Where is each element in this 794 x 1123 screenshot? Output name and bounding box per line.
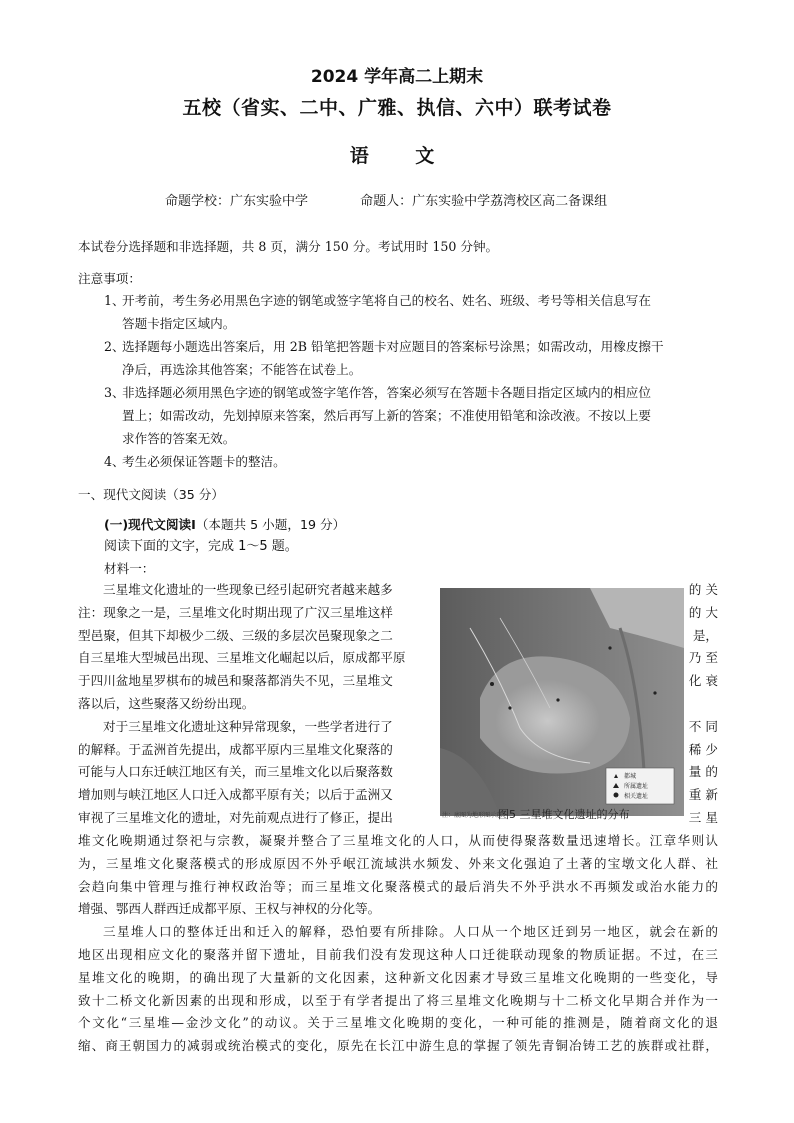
notice-line: 选择题每小题选出答案后，用 2B 铅笔把答题卡对应题目的答案标号涂黑；如需改动，用橡皮擦干 bbox=[122, 339, 664, 354]
text-line-left: 于四川盆地星罗棋布的城邑和聚落都消失不见，三星堆文 bbox=[78, 673, 393, 689]
legend-label-related: 相关遗址 bbox=[624, 793, 649, 800]
notice-item bbox=[104, 382, 720, 450]
text-line: 三星堆人口的整体迁出和迁入的解释，恐怕要有所排除。人口从一个地区迁到另一地区，就会在新的 bbox=[103, 924, 718, 940]
text-line-left: 自三星堆大型城邑出现、三星堆文化崛起以后，原成都平原 bbox=[78, 650, 406, 666]
text-line-right: 重 新 bbox=[688, 787, 718, 803]
text-line: 个文化“三星堆—金沙文化”的动议。关于三星堆文化晚期的变化，一种可能的推测是，随着商文化的退 bbox=[78, 1015, 718, 1031]
text-line-right: 稀 少 bbox=[688, 741, 718, 757]
text-line-left: 对于三星堆文化遗址这种异常现象，一些学者进行了 bbox=[103, 718, 393, 734]
subsection-label: (一)现代文阅读Ⅰ bbox=[104, 517, 196, 532]
legend-label-capital: 都城 bbox=[624, 773, 637, 780]
notice-num: 3、 bbox=[104, 385, 125, 400]
setter-school: 命题学校：广东实验中学 bbox=[165, 194, 309, 209]
text-line-right: 三 星 bbox=[688, 809, 718, 825]
notice-item bbox=[104, 451, 720, 474]
notice-item bbox=[104, 336, 720, 382]
text-line-left: 的解释。于孟洲首先提出，成都平原内三星堆文化聚落的 bbox=[78, 741, 393, 757]
material-label: 材料一： bbox=[104, 561, 155, 576]
notice-item bbox=[104, 290, 720, 336]
subsection-heading bbox=[104, 514, 345, 537]
notice-line: 非选择题必须用黑色字迹的钢笔或签字笔作答，答案必须写在答题卡各题目指定区域内的相应位 bbox=[122, 385, 651, 400]
exam-intro: 本试卷分选择题和非选择题，共 8 页，满分 150 分。考试用时 150 分钟。 bbox=[78, 239, 499, 254]
text-line-left: 可能与人口东迁峡江地区有关，而三星堆文化以后聚落数 bbox=[78, 764, 393, 780]
text-line-left: 型邑聚，但其下却极少二级、三级的多层次邑聚现象之二 bbox=[78, 627, 393, 643]
notice-num: 4、 bbox=[104, 454, 125, 469]
notice-line: 答题卡指定区域内。 bbox=[122, 315, 236, 331]
text-line-right: 是， bbox=[692, 627, 718, 643]
exam-title-schools: 五校（省实、二中、广雅、执信、六中）联考试卷 bbox=[182, 97, 612, 119]
reading-instruction: 阅读下面的文字，完成 1～5 题。 bbox=[104, 539, 298, 554]
body-paragraphs bbox=[78, 830, 718, 1058]
text-line: 为，三星堆文化聚落模式的形成原因不外乎岷江流域洪水频发、外来文化强迫了土著的宝墩文化人群、社 bbox=[78, 855, 718, 871]
text-line-right: 不 同 bbox=[688, 718, 718, 734]
subsection-detail: （本题共 5 小题，19 分） bbox=[195, 517, 346, 532]
text-line-right: 化 衰 bbox=[688, 673, 718, 689]
notice-line: 置上；如需改动，先划掉原来答案，然后再写上新的答案；不准使用铅笔和涂改液。不按以上要 bbox=[122, 407, 651, 423]
site-distribution-map bbox=[440, 588, 684, 816]
notice-num: 2、 bbox=[104, 339, 125, 354]
notice-num: 1、 bbox=[104, 293, 125, 308]
text-line-right: 乃 至 bbox=[688, 650, 718, 666]
text-line-left: 注：现象之一是，三星堆文化时期出现了广汉三星堆这样 bbox=[78, 604, 393, 620]
setter-author: 命题人：广东实验中学荔湾校区高二备课组 bbox=[360, 194, 608, 209]
text-line-right: 量 的 bbox=[688, 764, 718, 780]
terrain-map-image bbox=[440, 588, 684, 816]
text-line: 增强、鄂西人群西迁成都平原、王权与神权的分化等。 bbox=[78, 901, 381, 917]
text-line: 致十二桥文化新因素的出现和形成，以至于有学者提出了将三星堆文化晚期与十二桥文化早期合并作为一 bbox=[78, 992, 718, 1008]
text-line-left: 落以后，这些聚落又纷纷出现。 bbox=[78, 695, 255, 711]
subject-title: 语 文 bbox=[349, 145, 455, 167]
text-line: 堆文化晚期通过祭祀与宗教，凝聚并整合了三星堆文化的人口，从而使得聚落数量迅速增长。江章华则认 bbox=[78, 833, 718, 848]
text-line-left: 增加则与峡江地区人口迁入成都平原有关；以后于孟洲又 bbox=[78, 787, 393, 803]
figure-caption: 图5 三星堆文化遗址的分布 bbox=[498, 808, 630, 821]
text-line: 星堆文化的晚期，的确出现了大量新的文化因素，这种新文化因素才导致三星堆文化晚期的一些变化，导 bbox=[78, 969, 718, 985]
notice-heading: 注意事项： bbox=[78, 271, 141, 286]
text-line-left: 审视了三星堆文化的遗址，对先前观点进行了修正，提出 bbox=[78, 809, 393, 825]
credits-line bbox=[165, 190, 655, 209]
exam-title-year: 2024 学年高二上期末 bbox=[310, 67, 484, 87]
legend-label-sites: 所属遗址 bbox=[624, 783, 649, 790]
text-line: 会趋向集中管理与推行神权政治等；而三星堆文化聚落模式的最后消失不外乎洪水不再频发或治水能力的 bbox=[78, 878, 718, 894]
text-line-right: 的 关 bbox=[688, 582, 718, 597]
text-line: 地区出现相应文化的聚落并留下遗址，目前我们没有发现这种人口迁徙联动现象的物质证据。不过，在三 bbox=[78, 946, 718, 962]
section-heading: 一、现代文阅读（35 分） bbox=[78, 487, 224, 502]
notice-line: 净后，再选涂其他答案；不能答在试卷上。 bbox=[122, 361, 362, 377]
figure-note: 注：底图为地形图示意 bbox=[442, 812, 503, 819]
text-line: 缩、商王朝国力的减弱或统治模式的变化，原先在长江中游生息的掌握了领先青铜冶铸工艺的族群或社群， bbox=[78, 1038, 718, 1054]
notice-line: 求作答的答案无效。 bbox=[122, 430, 236, 446]
notice-line: 开考前，考生务必用黑色字迹的钢笔或签字笔将自己的校名、姓名、班级、考号等相关信息写在 bbox=[122, 293, 651, 308]
text-line-left: 三星堆文化遗址的一些现象已经引起研究者越来越多 bbox=[103, 582, 393, 597]
notice-line: 考生必须保证答题卡的整洁。 bbox=[122, 454, 286, 469]
text-line-right: 的 大 bbox=[688, 604, 718, 620]
